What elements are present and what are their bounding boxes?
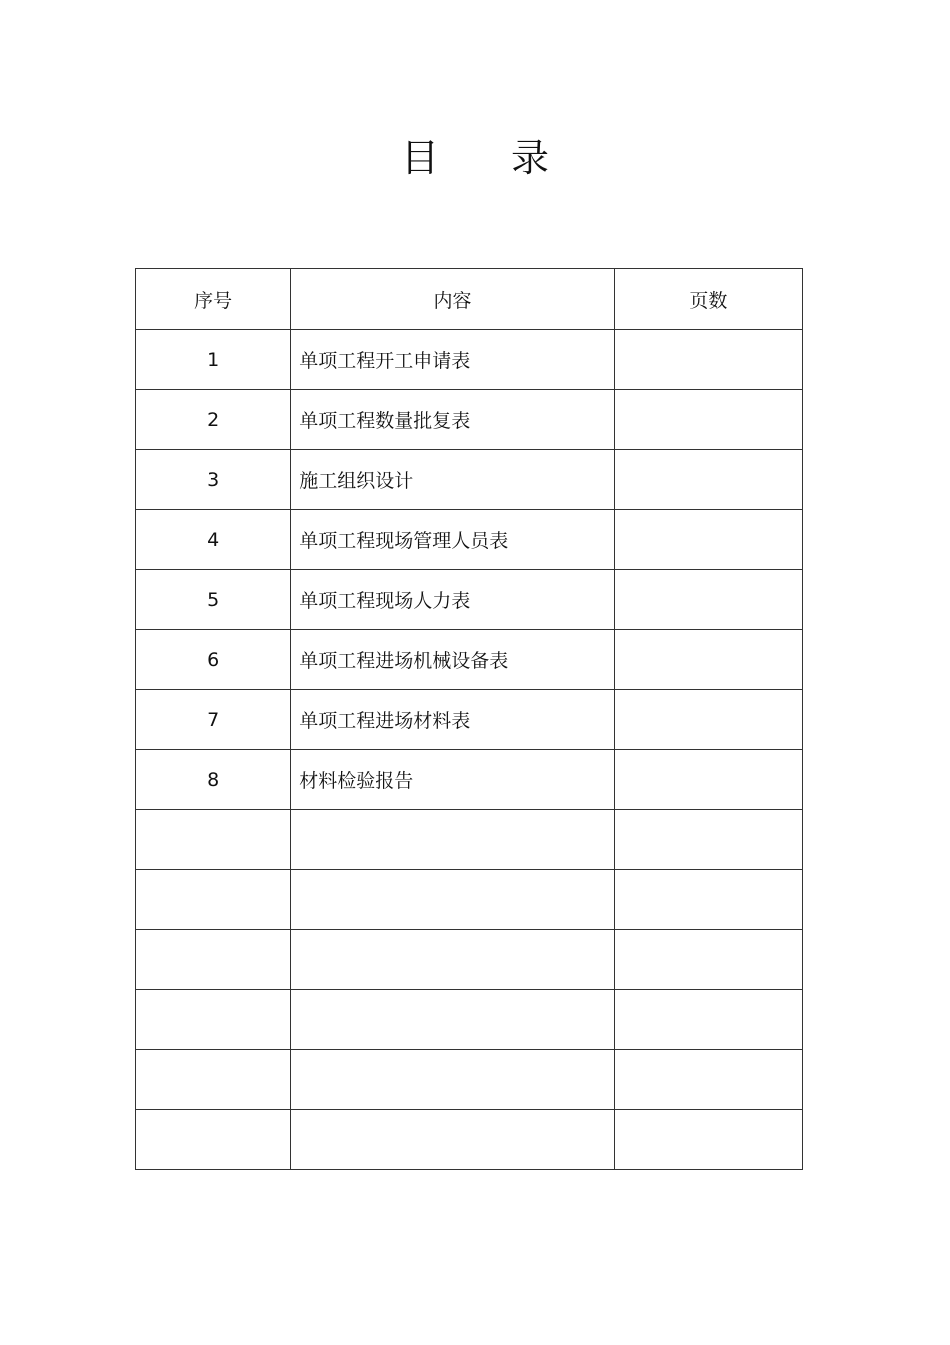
row-serial-number: 3	[136, 450, 291, 510]
table-of-contents	[135, 268, 803, 1170]
header-content: 内容	[291, 269, 614, 330]
table-row-empty	[136, 810, 803, 870]
row-content: 施工组织设计	[291, 450, 614, 510]
table-row	[136, 630, 803, 690]
row-serial-number: 7	[136, 690, 291, 750]
row-page-count	[614, 450, 802, 510]
title-char-2: 录	[511, 136, 550, 180]
row-content	[291, 930, 614, 990]
row-content	[291, 810, 614, 870]
row-page-count	[614, 870, 802, 930]
row-serial-number: 6	[136, 630, 291, 690]
row-content	[291, 870, 614, 930]
table-row-empty	[136, 870, 803, 930]
row-serial-number: 1	[136, 330, 291, 390]
row-content: 单项工程进场机械设备表	[291, 630, 614, 690]
row-content	[291, 1110, 614, 1170]
row-serial-number: 5	[136, 570, 291, 630]
table-row	[136, 690, 803, 750]
row-serial-number	[136, 1050, 291, 1110]
row-page-count	[614, 750, 802, 810]
row-serial-number	[136, 1110, 291, 1170]
table-row	[136, 390, 803, 450]
table-row-empty	[136, 990, 803, 1050]
row-page-count	[614, 1110, 802, 1170]
row-page-count	[614, 570, 802, 630]
row-page-count	[614, 510, 802, 570]
row-content: 单项工程现场管理人员表	[291, 510, 614, 570]
table-row	[136, 330, 803, 390]
row-serial-number: 2	[136, 390, 291, 450]
row-serial-number: 4	[136, 510, 291, 570]
row-page-count	[614, 810, 802, 870]
row-serial-number	[136, 870, 291, 930]
row-page-count	[614, 990, 802, 1050]
table-row-empty	[136, 930, 803, 990]
table-row	[136, 750, 803, 810]
row-page-count	[614, 630, 802, 690]
row-page-count	[614, 390, 802, 450]
header-serial-number: 序号	[136, 269, 291, 330]
table-row	[136, 450, 803, 510]
row-content	[291, 1050, 614, 1110]
row-content: 材料检验报告	[291, 750, 614, 810]
table-row-empty	[136, 1050, 803, 1110]
table-row	[136, 510, 803, 570]
table-row-empty	[136, 1110, 803, 1170]
page-title	[0, 128, 950, 188]
header-page-count: 页数	[614, 269, 802, 330]
row-serial-number	[136, 990, 291, 1050]
row-page-count	[614, 930, 802, 990]
table-row	[136, 570, 803, 630]
row-content	[291, 990, 614, 1050]
row-content: 单项工程现场人力表	[291, 570, 614, 630]
row-page-count	[614, 1050, 802, 1110]
row-serial-number	[136, 810, 291, 870]
row-content: 单项工程数量批复表	[291, 390, 614, 450]
row-page-count	[614, 690, 802, 750]
row-serial-number: 8	[136, 750, 291, 810]
row-page-count	[614, 330, 802, 390]
table-header-row	[136, 269, 803, 330]
row-serial-number	[136, 930, 291, 990]
row-content: 单项工程进场材料表	[291, 690, 614, 750]
row-content: 单项工程开工申请表	[291, 330, 614, 390]
title-char-1: 目	[400, 136, 439, 180]
